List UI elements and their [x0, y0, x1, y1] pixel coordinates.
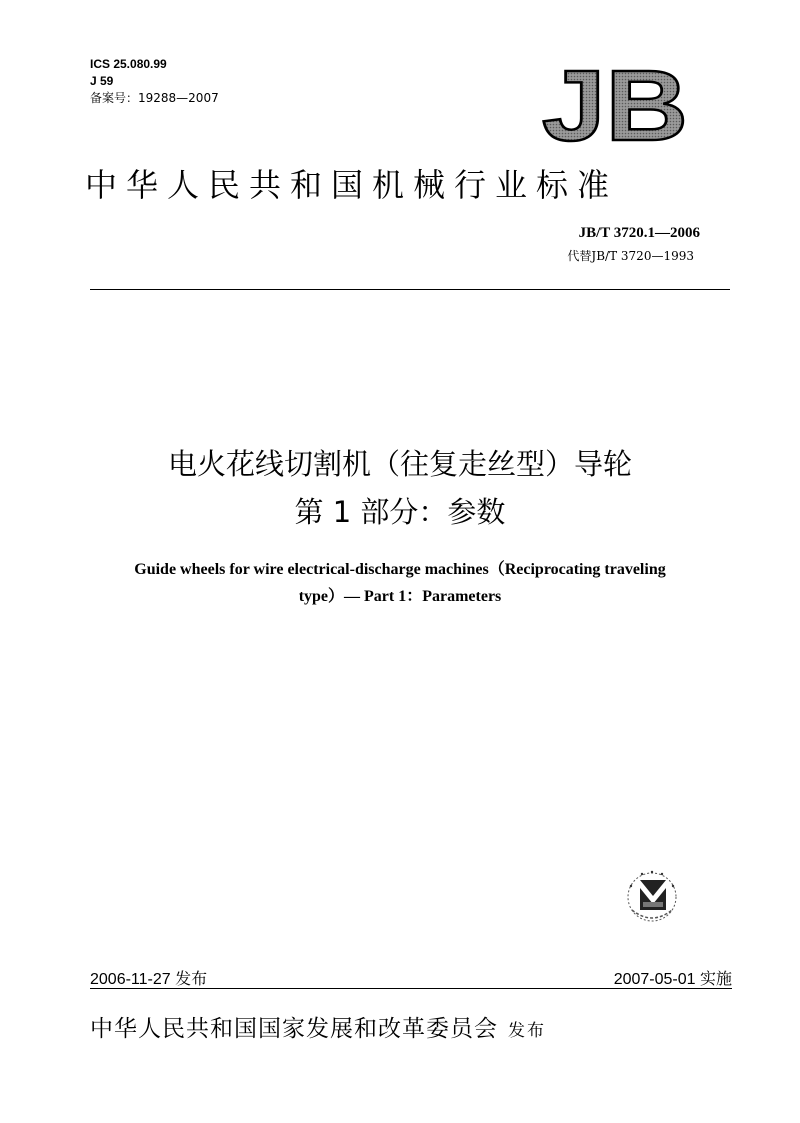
implementation-date: 2007-05-01 实施 [613, 971, 732, 988]
category-code: J 59 [90, 74, 114, 88]
filing-number: 备案号：19288—2007 [90, 91, 219, 105]
replaces-standard: 代替JB/T 3720—1993 [567, 249, 694, 263]
issue-date: 2006-11-27 发布 [90, 971, 208, 988]
jb-logo-text: JB [542, 60, 688, 144]
standard-type-title: 中华人民共和国机械行业标准 [85, 166, 619, 204]
english-title-line-1: Guide wheels for wire electrical-discharge machines（Reciprocating traveling [134, 561, 666, 578]
chinese-title-line-1: 电火花线切割机（往复走丝型）导轮 [167, 447, 632, 481]
chinese-title-line-2: 第 1 部分：参数 [294, 495, 506, 529]
publisher-line [90, 1010, 730, 1043]
standard-code [579, 224, 700, 242]
publisher-name: 中华人民共和国国家发展和改革委员会 [90, 1016, 498, 1042]
publish-word: 发布 [508, 1021, 546, 1041]
jb-logo [540, 60, 690, 144]
standard-code-text: JB/T 3720.1—2006 [578, 225, 700, 241]
english-title-line-2: type）— Part 1：Parameters [298, 588, 502, 605]
header-divider [90, 289, 730, 290]
publisher-seal-emblem [616, 866, 688, 928]
footer-divider [90, 988, 732, 989]
ics-code: ICS 25.080.99 [90, 57, 167, 71]
standard-metadata [90, 56, 219, 107]
